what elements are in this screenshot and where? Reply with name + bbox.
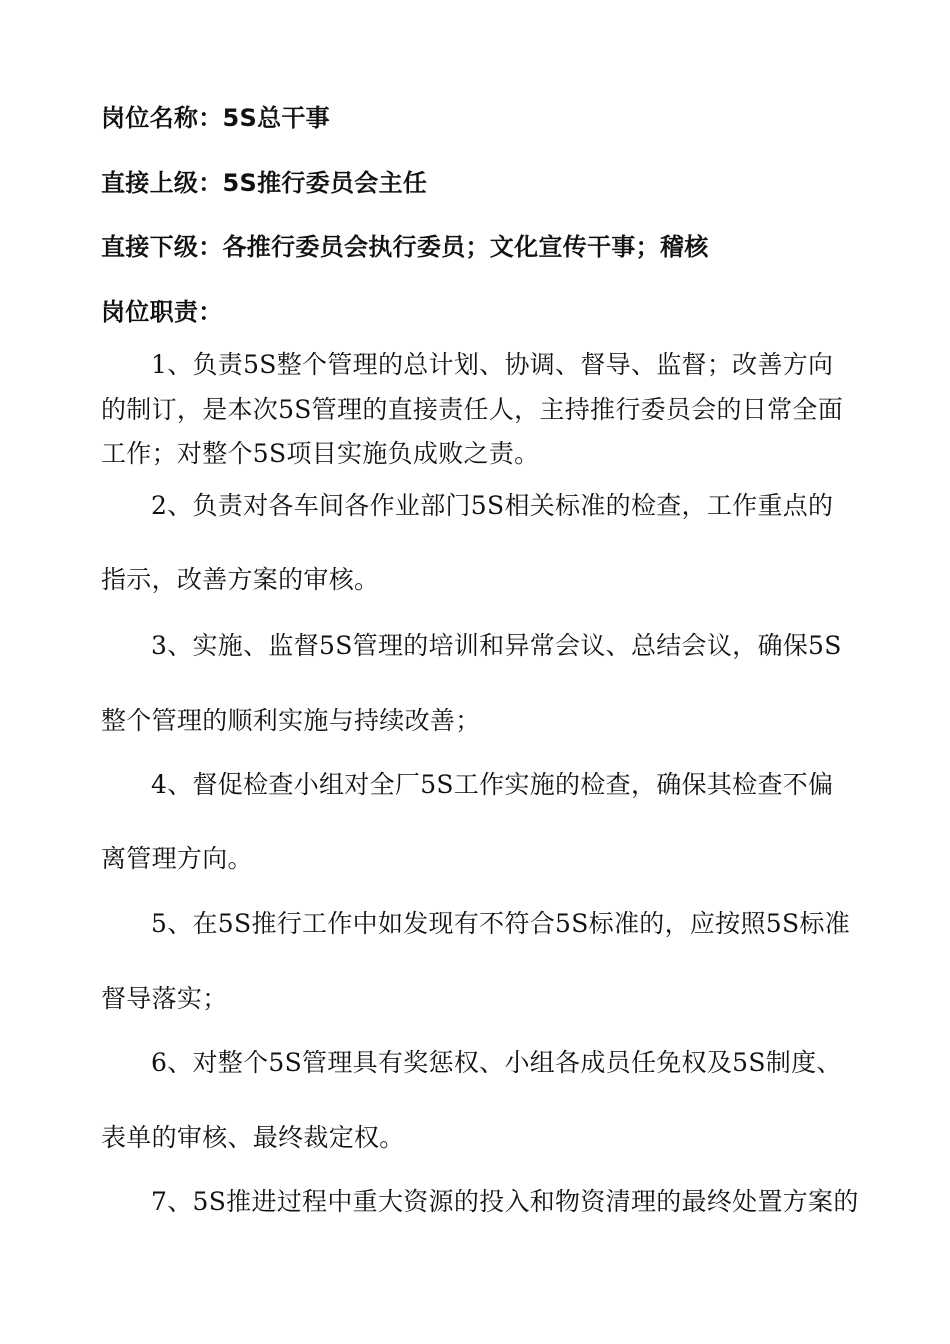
duty-7-line-1: 7、5S推进过程中重大资源的投入和物资清理的最终处置方案的 <box>151 1187 859 1216</box>
duty-3-line-2: 整个管理的顺利实施与持续改善； <box>101 706 481 735</box>
duty-5-line-2: 督导落实； <box>101 984 228 1013</box>
duty-6-line-1: 6、对整个5S管理具有奖惩权、小组各成员任免权及5S制度、 <box>151 1048 842 1077</box>
duty-4-line-2: 离管理方向。 <box>101 844 253 873</box>
duty-5-line-1: 5、在5S推行工作中如发现有不符合5S标准的，应按照5S标准 <box>151 909 851 938</box>
position-name: 岗位名称：5S总干事 <box>101 104 330 132</box>
duty-4-line-1: 4、督促检查小组对全厂5S工作实施的检查，确保其检查不偏 <box>151 770 834 799</box>
duty-2-line-2: 指示，改善方案的审核。 <box>101 565 380 594</box>
direct-superior: 直接上级：5S推行委员会主任 <box>101 169 428 197</box>
direct-subordinates: 直接下级：各推行委员会执行委员；文化宣传干事；稽核 <box>101 233 709 261</box>
duty-6-line-2: 表单的审核、最终裁定权。 <box>101 1123 405 1152</box>
duties-title: 岗位职责： <box>101 298 223 326</box>
duty-3-line-1: 3、实施、监督5S管理的培训和异常会议、总结会议，确保5S <box>151 631 842 660</box>
duty-1-line-3: 工作；对整个5S项目实施负成败之责。 <box>101 439 540 468</box>
duty-1-line-2: 的制订，是本次5S管理的直接责任人，主持推行委员会的日常全面 <box>101 395 844 424</box>
duty-2-line-1: 2、负责对各车间各作业部门5S相关标准的检查，工作重点的 <box>151 491 834 520</box>
duty-1-line-1: 1、负责5S整个管理的总计划、协调、督导、监督；改善方向 <box>151 350 834 379</box>
